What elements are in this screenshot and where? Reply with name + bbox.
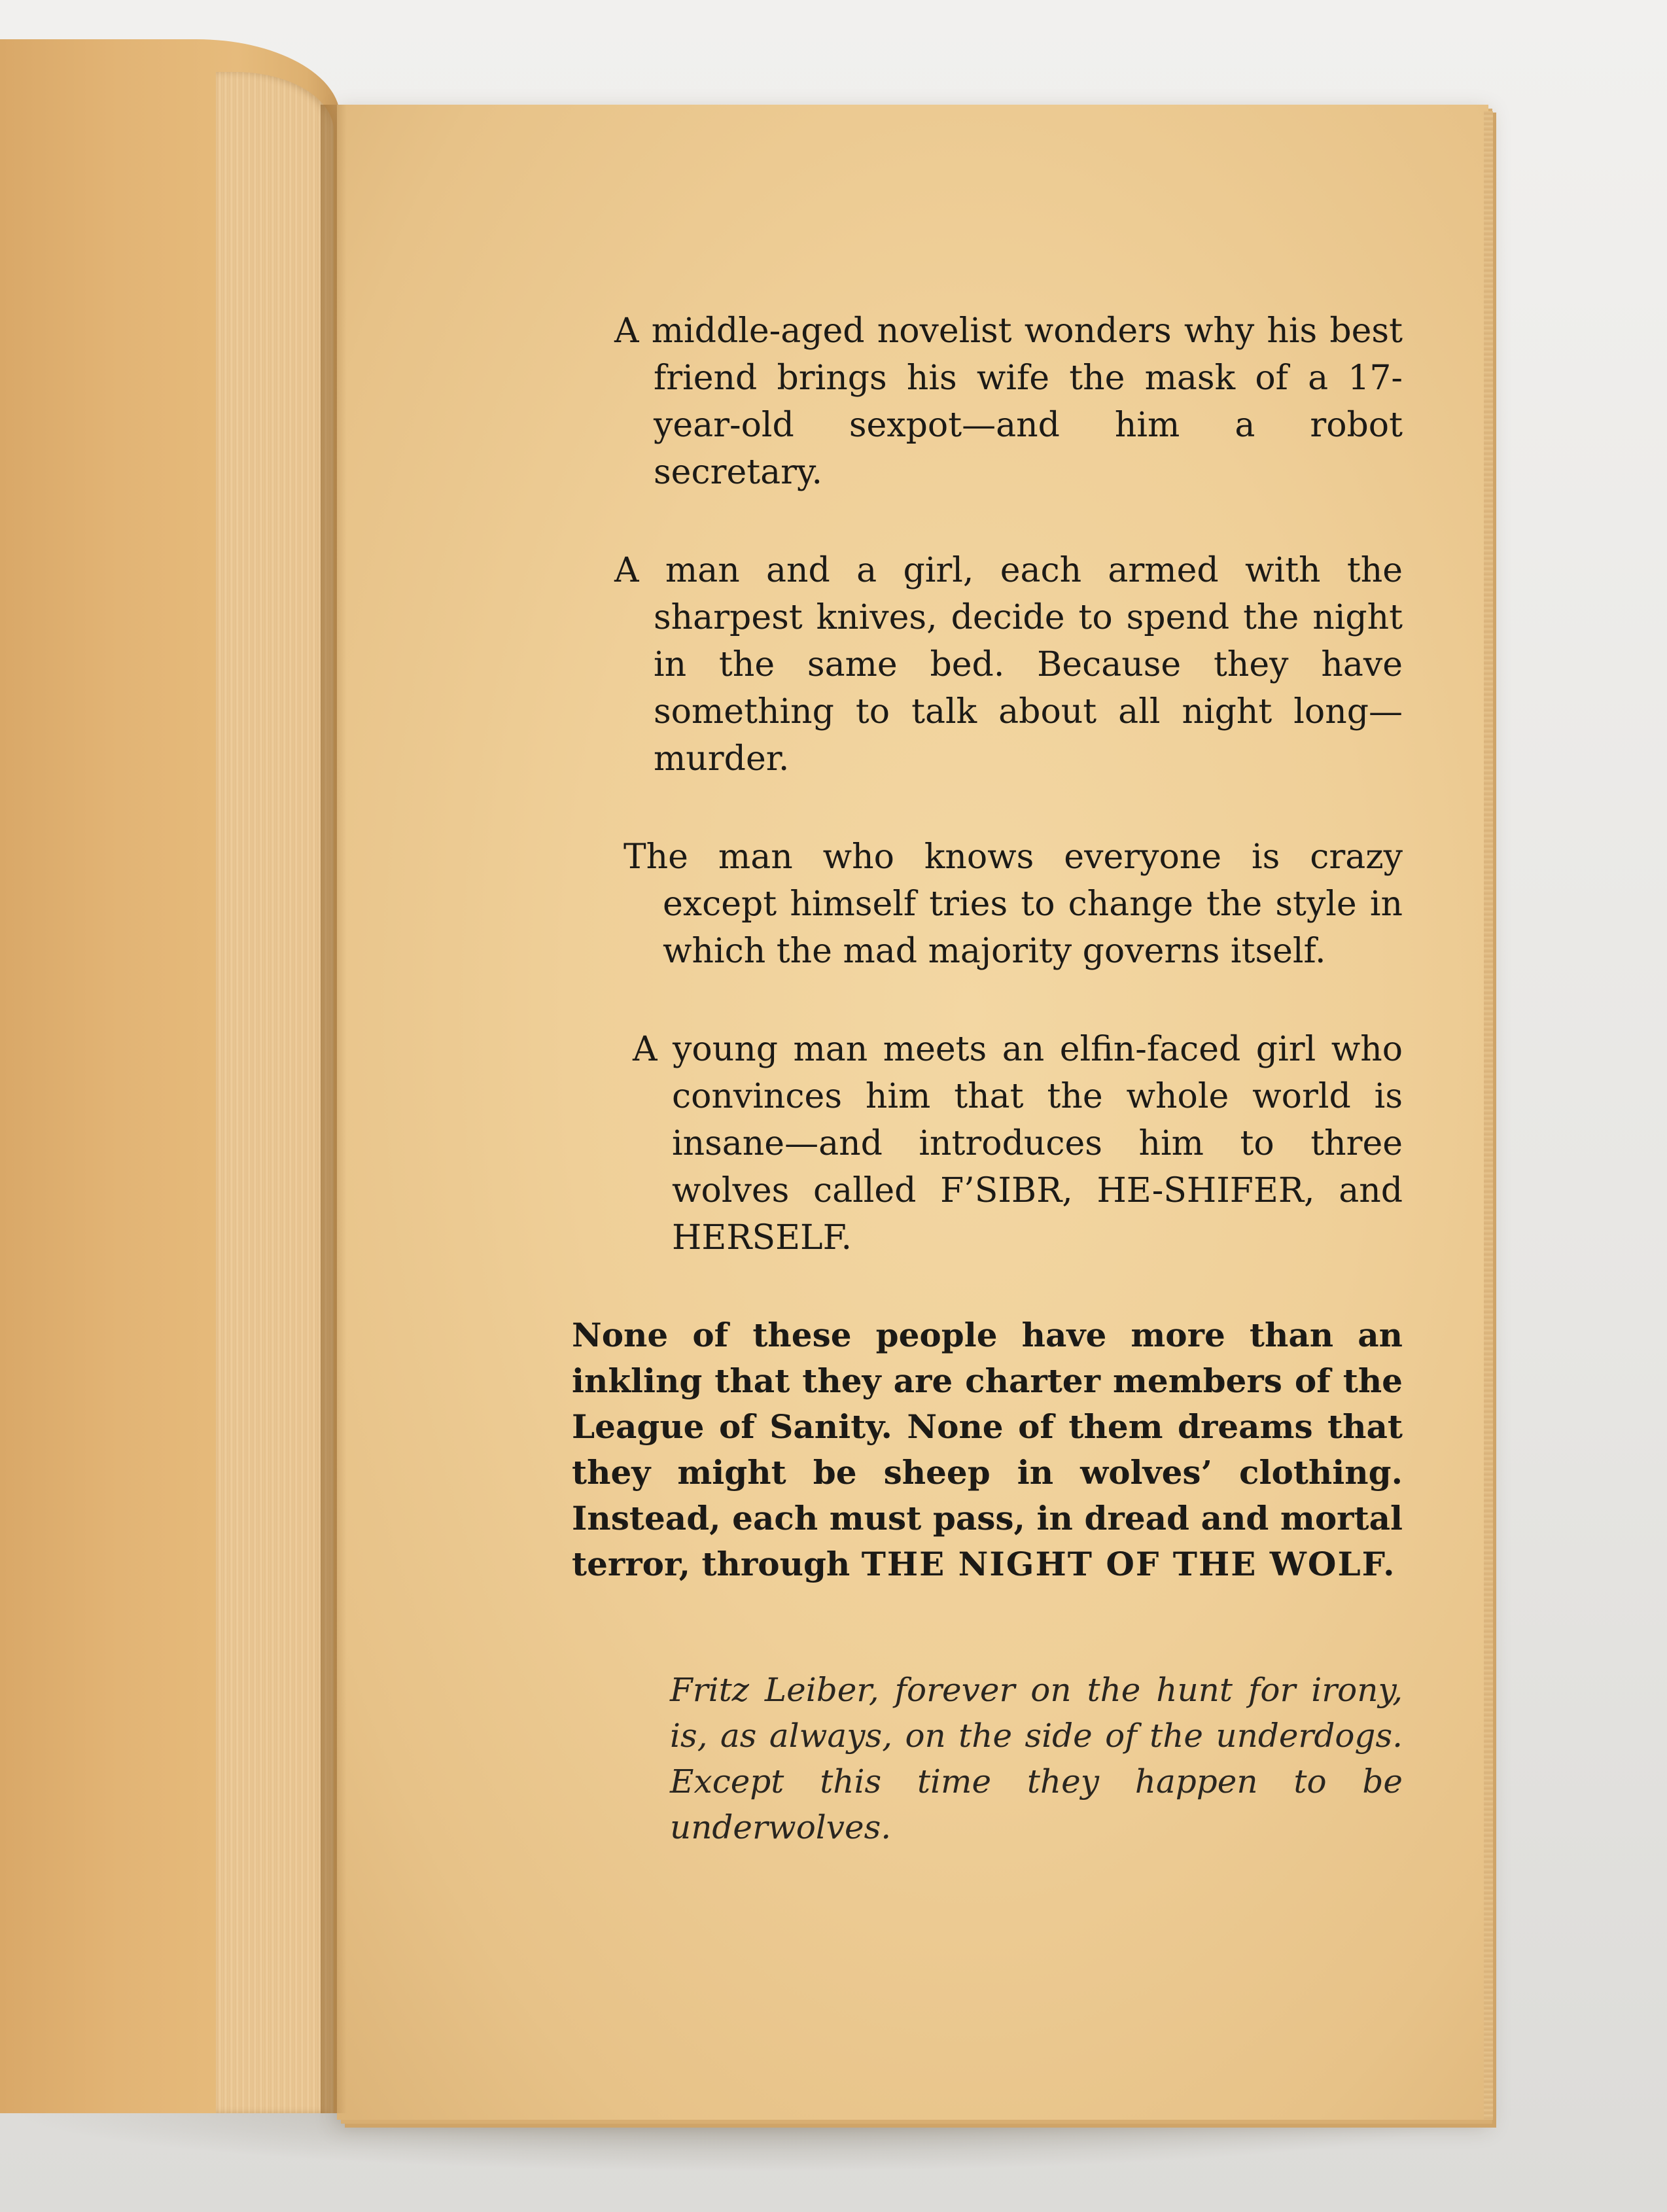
author-tagline: Fritz Leiber, forever on the hunt for irony, is, as always, on the side of the underdogs. Except this time they happen to be underwolves. [670,1671,1403,1846]
book-title: THE NIGHT OF THE WOLF. [861,1545,1396,1583]
page-edge [1484,111,1493,2120]
blurb-crazy: The man who knows everyone is crazy except himself tries to change the style in which the mad majority governs itself. [623,837,1403,971]
blurb-knives: A man and a girl, each armed with the sharpest knives, decide to spend the night in the same bed. Because they have something to talk about all night long—murder. [614,551,1403,779]
book-gutter [321,105,347,2113]
summary-paragraph [572,1312,1403,1587]
blurb-wolves: A young man meets an elfin-faced girl who convinces him that the whole world is insane—and introduces him to three wolves called F’SIBR, HE-SHIFER, and HERSELF. [633,1030,1403,1257]
blurb-novelist: A middle-aged novelist wonders why his best friend brings his wife the mask of a 17-year-old sexpot—and him a robot secretary. [614,311,1403,492]
left-page-stack [216,72,334,2113]
page-text [572,307,1403,1850]
summary-text: None of these people have more than an inkling that they are charter members of the League of Sanity. None of them dreams that they might be sheep in wolves’ clothing. Instead, each must pass, in dread and mortal terror, through [572,1316,1403,1583]
